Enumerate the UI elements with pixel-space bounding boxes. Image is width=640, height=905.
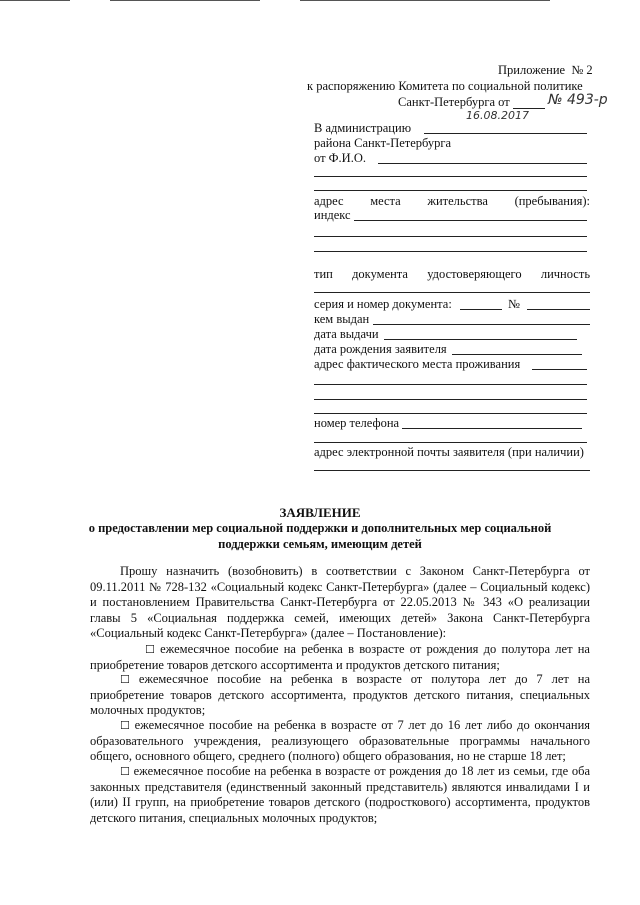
index-label: индекс <box>314 208 351 222</box>
benefit-item-3: ☐ ежемесячное пособие на ребенка в возрасте от 7 лет до 16 лет либо до окончания образовательного учреждения, реализующего образовательные программы начального общего, основного общего, среднего (полного) общего образования, но не старше 18 лет; <box>90 718 591 763</box>
checkbox-icon[interactable]: ☐ <box>145 643 155 656</box>
scan-artifact <box>0 0 70 1</box>
scan-artifact <box>110 0 260 1</box>
series-label: серия и номер документа: <box>314 297 452 311</box>
to-admin-label: В администрацию <box>314 121 412 135</box>
issued-by-field[interactable] <box>373 324 590 325</box>
phone-field[interactable] <box>402 428 582 429</box>
admin-field[interactable] <box>424 133 587 134</box>
document-title: ЗАЯВЛЕНИЕ <box>279 505 361 520</box>
scan-artifact <box>300 0 550 1</box>
intro-paragraph: Прошу назначить (возобновить) в соответствии с Законом Санкт-Петербурга от 09.11.2011 № 728-132 «Социальный кодекс Санкт-Петербурга» (далее – Социальный кодекс) и постановлением Правительства Санкт-Петербурга от 22.05.2013 № 343 «О реализации главы 5 «Социальная поддержка семей, имеющих детей» Закона Санкт-Петербурга «Социальный кодекс Санкт-Петербурга» (далее – Постановление): <box>90 564 590 640</box>
benefit-item-2: ☐ ежемесячное пособие на ребенка в возрасте от полутора лет до 7 лет на приобретение товаров детского ассортимента, продуктов детского питания, специальных молочных продуктов; <box>90 672 591 717</box>
benefit-item-1: ☐ ежемесячное пособие на ребенка в возрасте от рождения до полутора лет на приобретение товаров детского ассортимента и продуктов детского питания; <box>90 642 590 672</box>
fio-label: от Ф.И.О. <box>314 151 366 165</box>
issue-date-label: дата выдачи <box>314 327 379 341</box>
document-subtitle-line2: поддержки семьям, имеющим детей <box>218 537 422 551</box>
email-label: адрес электронной почты заявителя (при наличии) <box>314 445 584 459</box>
document-subtitle-line1: о предоставлении мер социальной поддержки и дополнительных мер социальной <box>88 521 552 535</box>
fio-field[interactable] <box>378 163 587 164</box>
city-date-line: Санкт-Петербурга от <box>398 95 510 109</box>
series-field[interactable] <box>460 309 502 310</box>
appendix-label: Приложение № 2 <box>498 63 593 77</box>
address-label: адрес места жительства (пребывания): <box>314 194 591 208</box>
fio-field-line2[interactable] <box>314 176 587 177</box>
id-doc-field[interactable] <box>314 292 590 293</box>
actual-address-label: адрес фактического места проживания <box>314 357 521 371</box>
actual-address-field-line2[interactable] <box>314 384 587 385</box>
checkbox-icon[interactable]: ☐ <box>120 719 130 732</box>
phone-field-line2[interactable] <box>314 442 587 443</box>
email-field[interactable] <box>314 470 590 471</box>
issued-by-label: кем выдан <box>314 312 370 326</box>
issue-date-field[interactable] <box>384 339 577 340</box>
index-field[interactable] <box>354 220 587 221</box>
district-label: района Санкт-Петербурга <box>314 136 452 150</box>
address-field-line3[interactable] <box>314 251 587 252</box>
actual-address-field[interactable] <box>532 369 587 370</box>
actual-address-field-line4[interactable] <box>314 413 587 414</box>
phone-label: номер телефона <box>314 416 400 430</box>
number-field[interactable] <box>527 309 590 310</box>
fio-field-line3[interactable] <box>314 190 587 191</box>
number-label: № <box>508 297 520 311</box>
birth-date-field[interactable] <box>452 354 582 355</box>
birth-date-label: дата рождения заявителя <box>314 342 447 356</box>
order-line: к распоряжению Комитета по социальной политике <box>307 79 583 93</box>
handwritten-date: 16.08.2017 <box>466 109 529 122</box>
actual-address-field-line3[interactable] <box>314 399 587 400</box>
checkbox-icon[interactable]: ☐ <box>120 673 130 686</box>
address-field-line2[interactable] <box>314 236 587 237</box>
benefit-item-4: ☐ ежемесячное пособие на ребенка в возрасте от рождения до 18 лет из семьи, где оба законных представителя (единственный законный представитель) являются инвалидами I и (или) II групп, на приобретение товаров детского (подросткового) ассортимента, продуктов детского питания, специальных молочных продуктов; <box>90 764 591 825</box>
checkbox-icon[interactable]: ☐ <box>120 765 130 778</box>
handwritten-order-number: № 493-р <box>548 92 608 108</box>
id-doc-label: тип документа удостоверяющего личность <box>314 267 591 281</box>
